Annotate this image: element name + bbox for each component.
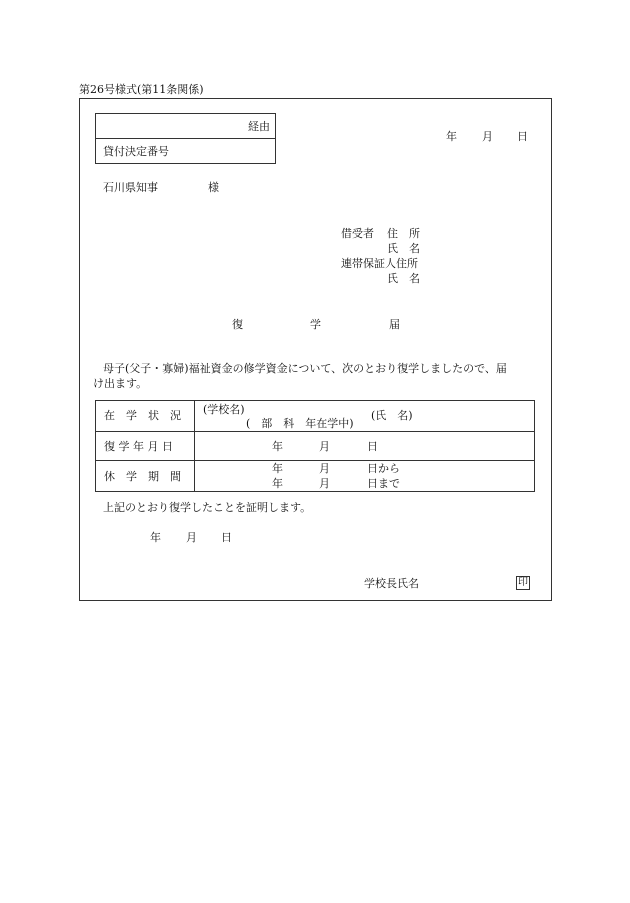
date-day: 日 — [517, 130, 528, 143]
table-col-divider — [194, 400, 195, 492]
loan-number-label: 貸付決定番号 — [103, 145, 169, 158]
route-box-divider — [95, 138, 276, 139]
title-char-2: 学 — [310, 318, 321, 331]
via-label: 経由 — [248, 120, 270, 133]
borrower-address-label: 住 所 — [387, 227, 420, 240]
row3-month-1: 月 — [319, 462, 330, 475]
body-line-2: け出ます。 — [93, 377, 148, 390]
row2-year: 年 — [272, 440, 283, 453]
date-year: 年 — [446, 130, 457, 143]
principal-name-label: 学校長氏名 — [364, 577, 419, 590]
borrower-label: 借受者 — [341, 227, 374, 240]
row2-month: 月 — [319, 440, 330, 453]
seal-mark: 印 — [518, 577, 528, 588]
department-label: ( 部 科 年在学中) — [246, 417, 354, 430]
row1-label: 在 学 状 況 — [104, 409, 181, 422]
form-frame — [79, 98, 552, 601]
guarantor-address-label: 連帯保証人住所 — [341, 257, 418, 270]
guarantor-name-label: 氏 名 — [387, 272, 420, 285]
title-char-1: 復 — [232, 318, 243, 331]
cert-date-day: 日 — [221, 531, 232, 544]
row2-label: 復 学 年 月 日 — [104, 440, 173, 453]
row3-to: 日まで — [367, 477, 400, 490]
table-row-divider-1 — [95, 431, 535, 432]
title-char-3: 届 — [389, 318, 400, 331]
certification-text: 上記のとおり復学したことを証明します。 — [103, 501, 312, 514]
form-label: 第26号様式(第11条関係) — [79, 83, 204, 96]
school-name-label: (学校名) — [203, 403, 245, 416]
row2-day: 日 — [367, 440, 378, 453]
row3-label: 休 学 期 間 — [104, 470, 181, 483]
addressee-name: 石川県知事 — [103, 181, 158, 194]
cert-date-year: 年 — [150, 531, 161, 544]
row3-year-2: 年 — [272, 477, 283, 490]
student-name-label: (氏 名) — [371, 409, 413, 422]
cert-date-month: 月 — [186, 531, 197, 544]
table-row-divider-2 — [95, 460, 535, 461]
date-month: 月 — [482, 130, 493, 143]
addressee-honorific: 様 — [208, 181, 219, 194]
row3-year-1: 年 — [272, 462, 283, 475]
body-line-1: 母子(父子・寡婦)福祉資金の修学資金について、次のとおり復学しましたので、届 — [103, 362, 507, 375]
borrower-name-label: 氏 名 — [387, 242, 420, 255]
row3-from: 日から — [367, 462, 400, 475]
row3-month-2: 月 — [319, 477, 330, 490]
